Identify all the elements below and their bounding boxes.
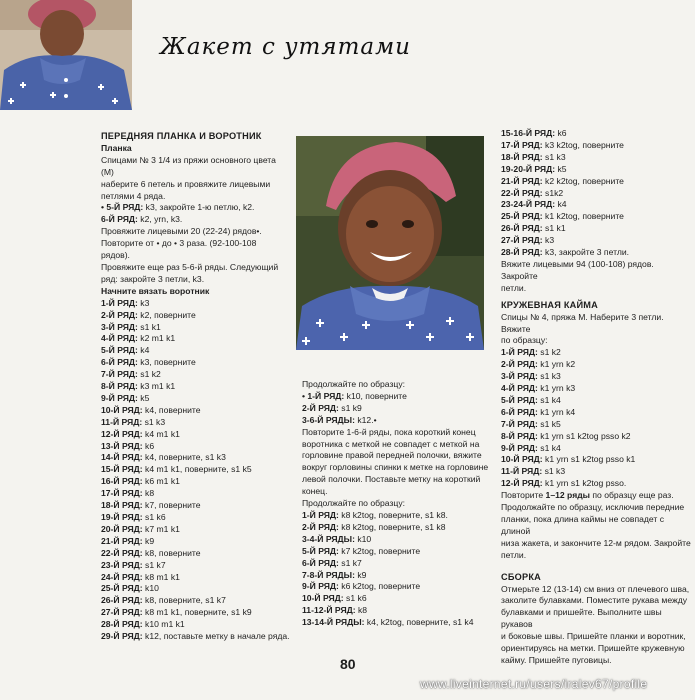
repeat-text: по образцу еще раз. (590, 490, 674, 501)
section-heading: ПЕРЕДНЯЯ ПЛАНКА И ВОРОТНИК (101, 131, 262, 141)
child-photo-main (296, 136, 484, 350)
row-label: 10-Й РЯД: (501, 454, 543, 465)
row-text: s1 k1 (542, 223, 566, 234)
row-label: 1-Й РЯД: (101, 297, 138, 308)
row-label: 17-Й РЯД: (501, 139, 543, 150)
pattern-row (101, 595, 291, 607)
row-label: 3-Й РЯД: (501, 371, 538, 382)
row-text: s1 k6 (142, 512, 166, 522)
row-text: k9 (142, 535, 155, 546)
pattern-row (501, 188, 691, 200)
pattern-row (302, 558, 498, 570)
row-label: 23-Й РЯД: (101, 559, 143, 570)
row-text: k6 (142, 440, 155, 451)
pattern-row (501, 407, 691, 419)
text-line: Вяжите лицевыми 94 (100-108) рядов. Закройте (501, 258, 654, 281)
row-label: 25-Й РЯД: (501, 211, 543, 222)
row-text: k6 m1 k1 (142, 476, 180, 487)
row-label: 10-Й РЯД: (302, 593, 344, 604)
row-label: 9-Й РЯД: (501, 442, 538, 453)
row-text: k2, yrn, k3. (137, 214, 183, 225)
row-label: 2-Й РЯД: (501, 359, 538, 370)
row-label: 5-Й РЯД: (101, 345, 138, 356)
text-line: Повторите 1-6-й ряды, пока короткий конец (302, 426, 476, 437)
pattern-row (101, 441, 291, 453)
text-line: заколите булавками. Поместите рукава между (501, 595, 688, 606)
page-title: Жакет с утятами (160, 34, 411, 60)
pattern-row (501, 164, 691, 176)
row-text: k2 m1 k1 (137, 333, 176, 344)
row-text: k4, поверните, s1 k3 (142, 452, 226, 463)
text-line: рядов). (101, 250, 130, 261)
collar-shaping-rows (302, 510, 498, 629)
text-line: ориентируясь на метки. Пришейте кружевную (501, 643, 685, 654)
row-text: k1 yrn k2 (537, 359, 576, 370)
pattern-row (501, 454, 691, 466)
row-label: 11-12-Й РЯД: (302, 605, 356, 616)
row-text: s1 k3 (542, 151, 566, 162)
row-label: 11-Й РЯД: (101, 416, 143, 427)
row-label: 27-Й РЯД: (501, 235, 543, 246)
row-text: k8 m1 k1 (142, 571, 180, 582)
pattern-row (101, 369, 291, 381)
row-text: k3 (137, 297, 150, 308)
row-label: 18-Й РЯД: (101, 500, 143, 511)
row-text: k3, поверните (137, 357, 196, 368)
row-label: 27-Й РЯД: (101, 607, 143, 618)
row-label: 21-Й РЯД: (101, 535, 143, 546)
pattern-row (101, 322, 291, 334)
pattern-row (302, 534, 498, 546)
row-label: 26-Й РЯД: (101, 595, 143, 606)
row-text: k10 (142, 583, 159, 594)
row-text: k3 k2tog, поверните (542, 139, 624, 150)
row-label: 18-Й РЯД: (501, 151, 543, 162)
child-photo-thumbnail (0, 0, 132, 110)
row-text: k10 (354, 533, 372, 544)
text-line: Продолжайте по образцу: (302, 498, 406, 509)
row-text: k4 (555, 199, 567, 210)
row-text: k3, закройте 1-ю петлю, k2. (143, 202, 255, 213)
text-line: наберите 6 петель и провяжите лицевыми (101, 178, 271, 189)
row-text: s1 k3 (142, 416, 166, 427)
page-number: 80 (340, 656, 356, 672)
pattern-row (101, 393, 291, 405)
pattern-row (501, 443, 691, 455)
pattern-row (501, 383, 691, 395)
pattern-row (101, 583, 291, 595)
row-text: s1 k4 (537, 442, 561, 453)
row-text: k7 m1 k1 (142, 523, 180, 534)
pattern-row (302, 546, 498, 558)
row-label: 4-Й РЯД: (101, 333, 138, 344)
pattern-row (501, 359, 691, 371)
section-heading: КРУЖЕВНАЯ КАЙМА (501, 299, 598, 310)
row-text: k12.• (354, 414, 377, 425)
row-text: k3 (542, 235, 555, 246)
row-label: 8-Й РЯД: (101, 381, 138, 392)
row-text: k2 k2tog, поверните (542, 175, 624, 186)
pattern-row (101, 405, 291, 417)
pattern-row (101, 381, 291, 393)
pattern-row (101, 310, 291, 322)
row-label: 10-Й РЯД: (101, 404, 143, 415)
pattern-row (302, 403, 498, 415)
pattern-row (501, 140, 691, 152)
text-line: Спицы № 4, пряжа М. Наберите 3 петли. Вяжите (501, 311, 664, 334)
column-lace-assembly (501, 128, 691, 667)
pattern-row (101, 333, 291, 345)
text-line: Провяжите еще раз 5-6-й ряды. Следующий (101, 261, 279, 272)
pattern-row (501, 478, 691, 490)
pattern-row (302, 617, 498, 629)
row-label: 13-Й РЯД: (101, 440, 143, 451)
pattern-row (101, 476, 291, 488)
pattern-row (501, 419, 691, 431)
row-label: 21-Й РЯД: (501, 175, 543, 186)
text-line: Продолжайте по образцу: (302, 379, 406, 389)
pattern-row (101, 548, 291, 560)
row-text: s1 k7 (142, 559, 166, 570)
row-label: 15-Й РЯД: (101, 464, 143, 475)
column-front-band-collar (101, 131, 291, 643)
pattern-row (101, 417, 291, 429)
text-line: планки, пока длина каймы не совпадет с длиной (501, 514, 665, 536)
row-text: k6 k2tog, поверните (338, 581, 421, 592)
pattern-row (501, 395, 691, 407)
text-line: низа жакета, и закончите 12-м рядом. Закройте (501, 537, 691, 548)
pattern-row (101, 488, 291, 500)
row-label: 1-Й РЯД: (501, 347, 538, 358)
pattern-row (101, 524, 291, 536)
repeat-bold: 1–12 ряды (545, 490, 590, 501)
text-line: петли. (501, 282, 527, 293)
row-label: 28-Й РЯД: (101, 619, 143, 630)
row-text: k12, поставьте метку в начале ряда. (142, 631, 290, 642)
row-label: 4-Й РЯД: (501, 383, 538, 394)
row-label: • 1-Й РЯД: (302, 390, 345, 401)
pattern-row (101, 357, 291, 369)
pattern-row (501, 176, 691, 188)
pattern-row (501, 347, 691, 359)
pattern-row (101, 500, 291, 512)
row-text: k4 m1 k1 (142, 428, 180, 439)
pattern-row (501, 199, 691, 211)
pattern-row (501, 128, 691, 140)
pattern-row (302, 605, 498, 617)
row-label: 26-Й РЯД: (501, 223, 543, 234)
row-text: k10 m1 k1 (142, 619, 185, 630)
watermark-url[interactable]: www.liveinternet.ru/users/iralev67/profile (420, 677, 648, 691)
text-line: конец. (302, 486, 328, 497)
text-line: вокруг горловины спинки к метке на горловине (302, 462, 489, 473)
row-text: s1 k5 (537, 418, 561, 429)
row-label: 25-Й РЯД: (101, 583, 143, 594)
text-line: кайму. Пришейте пуговицы. (501, 654, 612, 665)
row-label: 7-Й РЯД: (101, 369, 138, 380)
row-label: 5-Й РЯД: (302, 545, 339, 556)
collar-end-rows (501, 128, 691, 259)
row-text: k7 k2tog, поверните (338, 545, 421, 556)
row-text: k4, поверните (142, 404, 201, 415)
text-line: петли. (501, 549, 527, 560)
row-text: s1 k4 (537, 394, 561, 405)
row-label: 8-Й РЯД: (501, 430, 538, 441)
row-text: k5 (555, 163, 567, 174)
row-text: k9 (354, 569, 367, 580)
pattern-row (101, 464, 291, 476)
row-label: 3-Й РЯД: (101, 321, 138, 332)
text-line: Провяжите лицевыми 20 (22-24) рядов•. (101, 226, 262, 237)
row-text: k1 yrn s1 k2tog psso k1 (542, 454, 636, 465)
row-text: k4, k2tog, поверните, s1 k4 (364, 617, 474, 628)
row-text: k8 (142, 488, 155, 499)
pattern-row (101, 631, 291, 643)
pattern-row (501, 235, 691, 247)
row-label: 2-Й РЯД: (101, 309, 138, 320)
row-text: k1 yrn s1 k2tog psso. (542, 478, 627, 489)
row-label: 24-Й РЯД: (101, 571, 143, 582)
row-text: k8 m1 k1, поверните, s1 k9 (142, 607, 252, 618)
pattern-row (101, 345, 291, 357)
row-text: s1 k3 (537, 371, 561, 382)
row-text: s1 k9 (338, 402, 362, 413)
row-text: k6 (555, 128, 567, 138)
row-text: k3, закройте 3 петли. (542, 247, 630, 258)
row-label: 2-Й РЯД: (302, 521, 339, 532)
row-label: 5-Й РЯД: (501, 394, 538, 405)
row-text: k8, поверните, s1 k7 (142, 595, 226, 606)
row-text: k2, поверните (137, 309, 196, 320)
row-label: 6-Й РЯД: (101, 214, 138, 225)
pattern-row (501, 371, 691, 383)
pattern-row (501, 211, 691, 223)
row-text: k8 (355, 605, 368, 616)
row-text: k8, поверните (142, 547, 201, 558)
pattern-row (101, 429, 291, 441)
row-label: 23-24-Й РЯД: (501, 199, 556, 210)
row-text: s1 k6 (343, 593, 367, 604)
row-label: • 5-Й РЯД: (101, 202, 144, 213)
text-line: Повторите от • до • 3 раза. (92-100-108 (101, 238, 257, 249)
text-line: Отмерьте 12 (13-14) см вниз от плечевого шва, (501, 583, 690, 594)
subheading: Планка (101, 142, 132, 153)
row-label: 12-Й РЯД: (501, 478, 543, 489)
text-line: Продолжайте по образцу, исключив передние (501, 502, 685, 513)
row-text: s1k2 (542, 187, 564, 198)
row-text: k4 m1 k1, поверните, s1 k5 (142, 464, 252, 475)
pattern-row (501, 431, 691, 443)
repeat-text: Повторите (501, 490, 546, 501)
text-line: Спицами № 3 1/4 из пряжи основного цвета (М) (101, 154, 276, 177)
row-label: 9-Й РЯД: (101, 392, 138, 403)
row-text: s1 k7 (338, 557, 362, 568)
pattern-row (101, 536, 291, 548)
row-label: 3-6-Й РЯДЫ: (302, 414, 355, 425)
row-label: 14-Й РЯД: (101, 452, 143, 463)
row-label: 9-Й РЯД: (302, 581, 339, 592)
pattern-row (501, 247, 691, 259)
row-text: k10, поверните (344, 390, 407, 401)
pattern-row (302, 391, 498, 403)
row-label: 15-16-Й РЯД: (501, 128, 556, 138)
row-label: 22-Й РЯД: (501, 187, 543, 198)
text-line: ряд: закройте 3 петли, k3. (101, 273, 205, 284)
pattern-row (101, 572, 291, 584)
row-text: k1 yrn k4 (537, 406, 576, 417)
lace-rows (501, 347, 691, 490)
pattern-row (302, 581, 498, 593)
column-collar-continued (302, 379, 498, 629)
row-label: 17-Й РЯД: (101, 488, 143, 499)
row-text: k5 (137, 392, 150, 403)
collar-rows (101, 298, 291, 643)
row-label: 1-Й РЯД: (302, 509, 339, 520)
row-label: 3-4-Й РЯДЫ: (302, 533, 355, 544)
row-label: 22-Й РЯД: (101, 547, 143, 558)
row-label: 2-Й РЯД: (302, 402, 339, 413)
row-text: s1 k2 (137, 369, 161, 380)
pattern-row (101, 202, 291, 214)
pattern-row (501, 223, 691, 235)
text-line: воротника с меткой не совпадет с меткой на (302, 438, 480, 449)
pattern-row (501, 152, 691, 164)
pattern-row (101, 560, 291, 572)
pattern-row (501, 466, 691, 478)
text-line: булавками и пришейте. Выполните швы рукавов (501, 607, 662, 630)
row-label: 11-Й РЯД: (501, 466, 543, 477)
row-label: 6-Й РЯД: (302, 557, 339, 568)
row-label: 7-8-Й РЯДЫ: (302, 569, 355, 580)
text-line: горловине правой передней полочки, вяжите (302, 450, 482, 461)
row-label: 13-14-Й РЯДЫ: (302, 617, 365, 628)
row-text: k1 k2tog, поверните (542, 211, 624, 222)
pattern-row (101, 619, 291, 631)
pattern-row (302, 522, 498, 534)
row-text: k8 k2tog, поверните, s1 k8. (338, 509, 448, 520)
row-text: s1 k1 (137, 321, 161, 332)
text-line: петлями 4 ряда. (101, 190, 166, 201)
row-label: 28-Й РЯД: (501, 247, 543, 258)
row-label: 20-Й РЯД: (101, 523, 143, 534)
row-label: 19-20-Й РЯД: (501, 163, 556, 174)
pattern-row (101, 298, 291, 310)
pattern-row (302, 510, 498, 522)
row-text: k1 yrn s1 k2tog psso k2 (537, 430, 631, 441)
text-line: левой полочки. Поставьте метку на короткий (302, 474, 481, 485)
pattern-row (101, 214, 291, 226)
subheading: Начните вязать воротник (101, 285, 210, 296)
row-label: 6-Й РЯД: (501, 406, 538, 417)
row-label: 19-Й РЯД: (101, 512, 143, 522)
row-text: s1 k3 (542, 466, 566, 477)
text-line: и боковые швы. Пришейте планки и воротник, (501, 631, 686, 642)
text-line: по образцу: (501, 335, 548, 346)
row-text: k8 k2tog, поверните, s1 k8 (338, 521, 446, 532)
row-label: 6-Й РЯД: (101, 357, 138, 368)
row-text: k1 yrn k3 (537, 383, 576, 394)
row-text: s1 k2 (537, 347, 561, 358)
row-label: 16-Й РЯД: (101, 476, 143, 487)
pattern-row (302, 593, 498, 605)
pattern-row (101, 512, 291, 524)
pattern-row (101, 452, 291, 464)
pattern-row (302, 415, 498, 427)
row-label: 7-Й РЯД: (501, 418, 538, 429)
row-text: k3 m1 k1 (137, 381, 176, 392)
section-heading: СБОРКА (501, 571, 541, 582)
row-label: 29-Й РЯД: (101, 631, 143, 642)
row-text: k7, поверните (142, 500, 201, 511)
pattern-row (302, 570, 498, 582)
row-label: 12-Й РЯД: (101, 428, 143, 439)
row-text: k4 (137, 345, 150, 356)
pattern-row (101, 607, 291, 619)
text-line (501, 490, 691, 502)
